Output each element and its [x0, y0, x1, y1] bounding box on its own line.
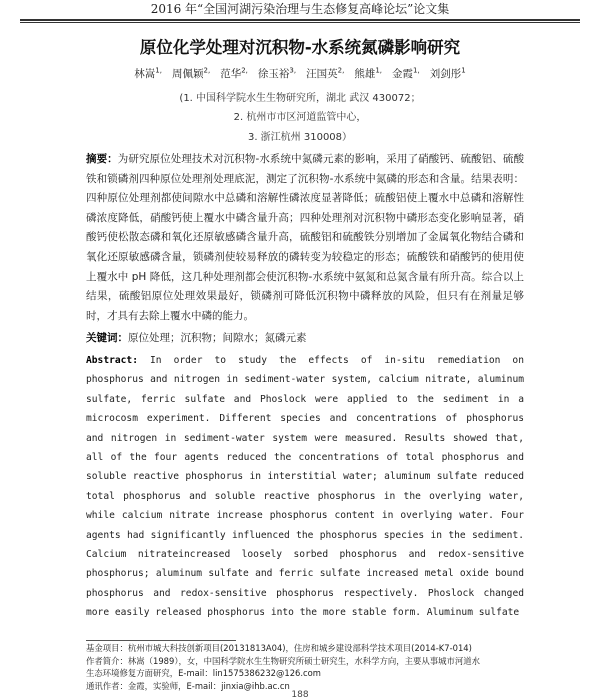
keywords: [86, 330, 524, 345]
abstract-chinese-text: 为研究原位处理技术对沉积物-水系统中氮磷元素的影响，采用了硝酸钙、硫酸铝、硫酸铁和锁磷剂四种原位处理剂处理底泥，测定了沉积物-水系统中氮磷的形态和含量。结果表明：四种原位处理剂都使间隙水中总磷和溶解性磷浓度显著降低；硫酸铝使上覆水中总磷和溶解性磷浓度降低，硝酸钙使上覆水中磷含量升高；四种处理剂对沉积物中磷形态变化影响显著，硝酸钙使松散态磷和氧化还原敏感磷含量升高，硫酸铝和硫酸铁分别增加了金属氧化物结合磷和氧化还原敏感磷含量，锁磷剂使较易释放的磷转变为较稳定的形态；硫酸铁和硝酸钙的使用使上覆水中 pH 降低，这几种处理剂都会使沉积物-水系统中氨氮和总氮含量有所升高。综合以上结果，硫酸铝原位处理效果最好，锁磷剂可降低沉积物中磷释放的风险，但只有在剂量足够时，才具有去除上覆水中磷的能力。: [86, 153, 525, 322]
keywords-text: 原位处理；沉积物；间隙水；氮磷元素: [128, 332, 307, 344]
author: 周佩颖: [172, 68, 204, 80]
footnote-corresponding: 通讯作者：金霞，实验师，E-mail：jinxia@ihb.ac.cn: [86, 680, 290, 691]
abstract-chinese-label: 摘要：: [86, 153, 118, 165]
abstract-english: [86, 351, 524, 623]
affiliation-3: 3. 浙江杭州 310008）: [247, 132, 353, 143]
page-number: 188: [291, 690, 309, 700]
author-affiliation-mark: 2,: [203, 66, 211, 75]
author-affiliation-mark: 1,: [155, 66, 162, 75]
author: 徐玉裕: [257, 68, 290, 80]
author-affiliation-mark: 2,: [241, 66, 248, 75]
author-affiliation-mark: 3,: [289, 66, 297, 75]
footnote-author-bio-cont: 生态环境修复方面研究，E-mail：lin1575386232@126.com: [86, 668, 321, 679]
author-affiliation-mark: 1: [461, 66, 466, 75]
keywords-label: 关键词：: [86, 332, 128, 344]
abstract-chinese: [86, 150, 524, 326]
footnote-funding: 基金项目：杭州市城大科技创新项目(20131813A04)，住房和城乡建设部科学技术项目(2014-K7-014): [86, 643, 472, 653]
author-list: [0, 66, 600, 81]
author-affiliation-mark: 1,: [375, 66, 382, 75]
author-affiliation-mark: 2,: [337, 66, 345, 75]
paper-title: 原位化学处理对沉积物-水系统氮磷影响研究: [139, 38, 461, 57]
affiliation-1: (1. 中国科学院水生生物研究所，湖北 武汉 430072；: [179, 93, 421, 104]
author: 林嵩: [134, 68, 156, 80]
header-rule-thick: [20, 19, 580, 21]
affiliation-2: 2. 杭州市市区河道监管中心，: [233, 112, 367, 123]
author-affiliation-mark: 1,: [413, 66, 420, 75]
author: 范华: [220, 68, 242, 80]
abstract-english-text: In order to study the effects of in-situ remediation on phosphorus and nitrogen in sediment-water system, calcium nitrate, aluminum sulfate, ferric sulfate and Phoslock were applied to the sediment in a microcosm experiment. Different species and concentrations of phosphorus and nitrogen in sediment-water system were measured. Results showed that, all of the four agents reduced the concentrations of total phosphorus and soluble reactive phosphorus in interstitial water; aluminum sulfate reduced total phosphorus and soluble reactive phosphorus in the overlying water, while calcium nitrate increase phosphorus content in overlying water. Four agents had significantly influenced the phosphorus species in the sediment. Calcium nitrateincreased loosely sorbed phosphorus and redox-sensitive phosphorus; aluminum sulfate and ferric sulfate increased metal oxide bound phosphorus and redox-sensitive phosphorus respectively. Phoslock changed more easily released phosphorus into the more stable form. Aluminum sulfate: [86, 355, 524, 619]
running-head: 2016 年“全国河湖污染治理与生态修复高峰论坛”论文集: [150, 2, 450, 16]
footnotes: [86, 642, 526, 692]
header-rule-thin: [20, 22, 580, 23]
abstract-english-label: Abstract:: [86, 355, 138, 366]
author: 汪国英: [306, 68, 338, 80]
author: 刘剑彤: [429, 68, 462, 80]
author: 金霞: [392, 68, 414, 80]
footnote-author-bio: 作者简介：林嵩（1989），女，中国科学院水生生物研究所硕士研究生，水科学方向，主要从事城市河道水: [86, 655, 480, 666]
footnote-rule: [86, 640, 236, 641]
author: 熊雄: [354, 68, 376, 80]
